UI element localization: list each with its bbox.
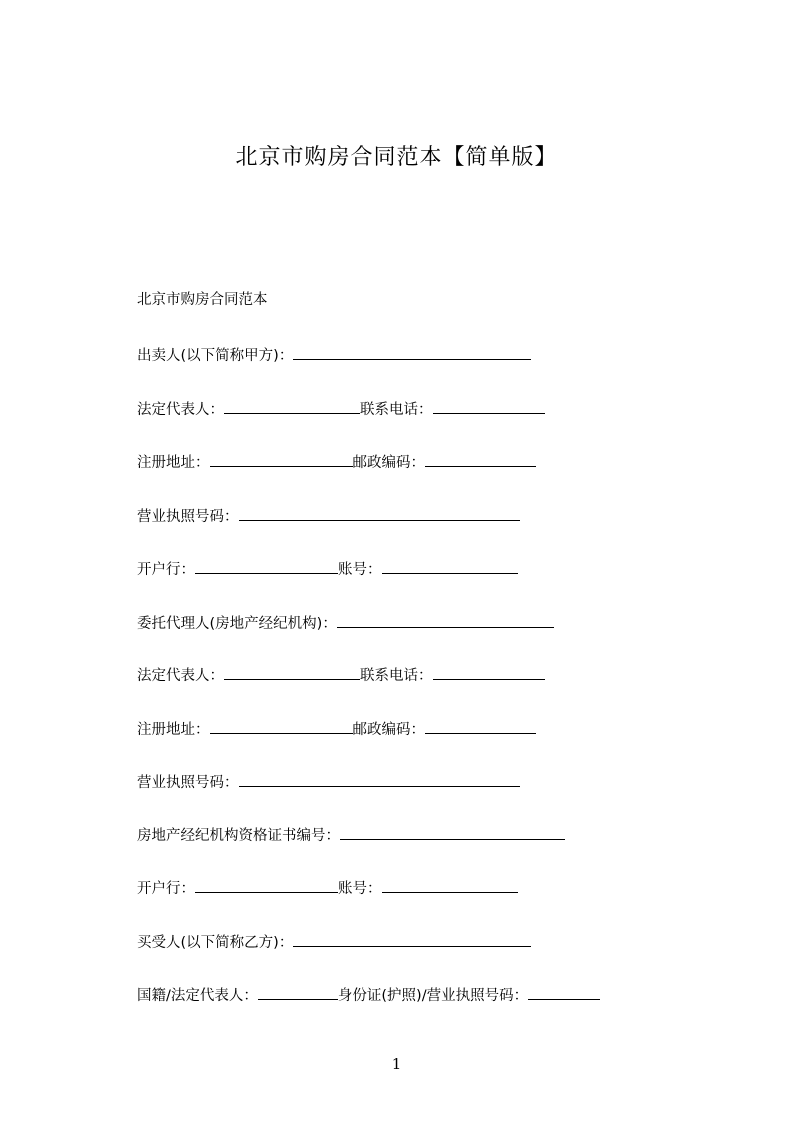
document-subtitle (137, 290, 268, 310)
subtitle-text: 北京市购房合同范本 (137, 292, 268, 308)
legal-rep-label: 法定代表人： (137, 668, 224, 684)
agent-legal-rep-line (137, 664, 545, 684)
license-blank[interactable] (239, 505, 520, 521)
nationality-blank[interactable] (258, 984, 338, 1000)
buyer-label: 买受人(以下简称乙方)： (137, 935, 294, 951)
agent-label: 委托代理人(房地产经纪机构)： (137, 616, 337, 632)
account-blank[interactable] (382, 877, 518, 893)
agent-license-line (137, 771, 520, 791)
bank-label: 开户行： (137, 881, 195, 897)
address-blank[interactable] (210, 451, 353, 467)
phone-label: 联系电话： (360, 668, 433, 684)
nationality-label: 国籍/法定代表人： (137, 988, 258, 1004)
seller-blank[interactable] (293, 344, 531, 360)
bank-blank[interactable] (195, 558, 338, 574)
address-blank[interactable] (210, 718, 353, 734)
agent-blank[interactable] (337, 612, 554, 628)
postcode-label: 邮政编码： (352, 722, 425, 738)
bank-label: 开户行： (137, 562, 195, 578)
license-blank[interactable] (239, 771, 520, 787)
seller-legal-rep-line (137, 398, 545, 418)
agent-cert-blank[interactable] (340, 824, 565, 840)
address-label: 注册地址： (137, 722, 210, 738)
address-label: 注册地址： (137, 455, 210, 471)
legal-rep-label: 法定代表人： (137, 402, 224, 418)
agent-line (137, 612, 554, 632)
seller-label: 出卖人(以下简称甲方)： (137, 348, 294, 364)
agent-cert-label: 房地产经纪机构资格证书编号： (137, 828, 340, 844)
seller-line (137, 344, 531, 364)
buyer-line (137, 931, 531, 951)
account-label: 账号： (338, 562, 382, 578)
legal-rep-blank[interactable] (224, 398, 360, 414)
account-blank[interactable] (382, 558, 518, 574)
license-label: 营业执照号码： (137, 509, 239, 525)
legal-rep-blank[interactable] (224, 664, 360, 680)
seller-license-line (137, 505, 520, 525)
postcode-blank[interactable] (425, 718, 536, 734)
license-label: 营业执照号码： (137, 775, 239, 791)
phone-blank[interactable] (433, 398, 545, 414)
buyer-blank[interactable] (293, 931, 531, 947)
seller-bank-line (137, 558, 518, 578)
id-blank[interactable] (528, 984, 600, 1000)
id-label: 身份证(护照)/营业执照号码： (337, 988, 529, 1004)
agent-cert-line (137, 824, 565, 844)
document-title: 北京市购房合同范本【简单版】 (235, 145, 558, 170)
phone-blank[interactable] (433, 664, 545, 680)
account-label: 账号： (338, 881, 382, 897)
postcode-label: 邮政编码： (352, 455, 425, 471)
postcode-blank[interactable] (425, 451, 536, 467)
page-number: 1 (391, 1055, 402, 1073)
seller-address-line (137, 451, 536, 471)
agent-bank-line (137, 877, 518, 897)
agent-address-line (137, 718, 536, 738)
phone-label: 联系电话： (360, 402, 433, 418)
bank-blank[interactable] (195, 877, 338, 893)
buyer-id-line (137, 984, 600, 1004)
